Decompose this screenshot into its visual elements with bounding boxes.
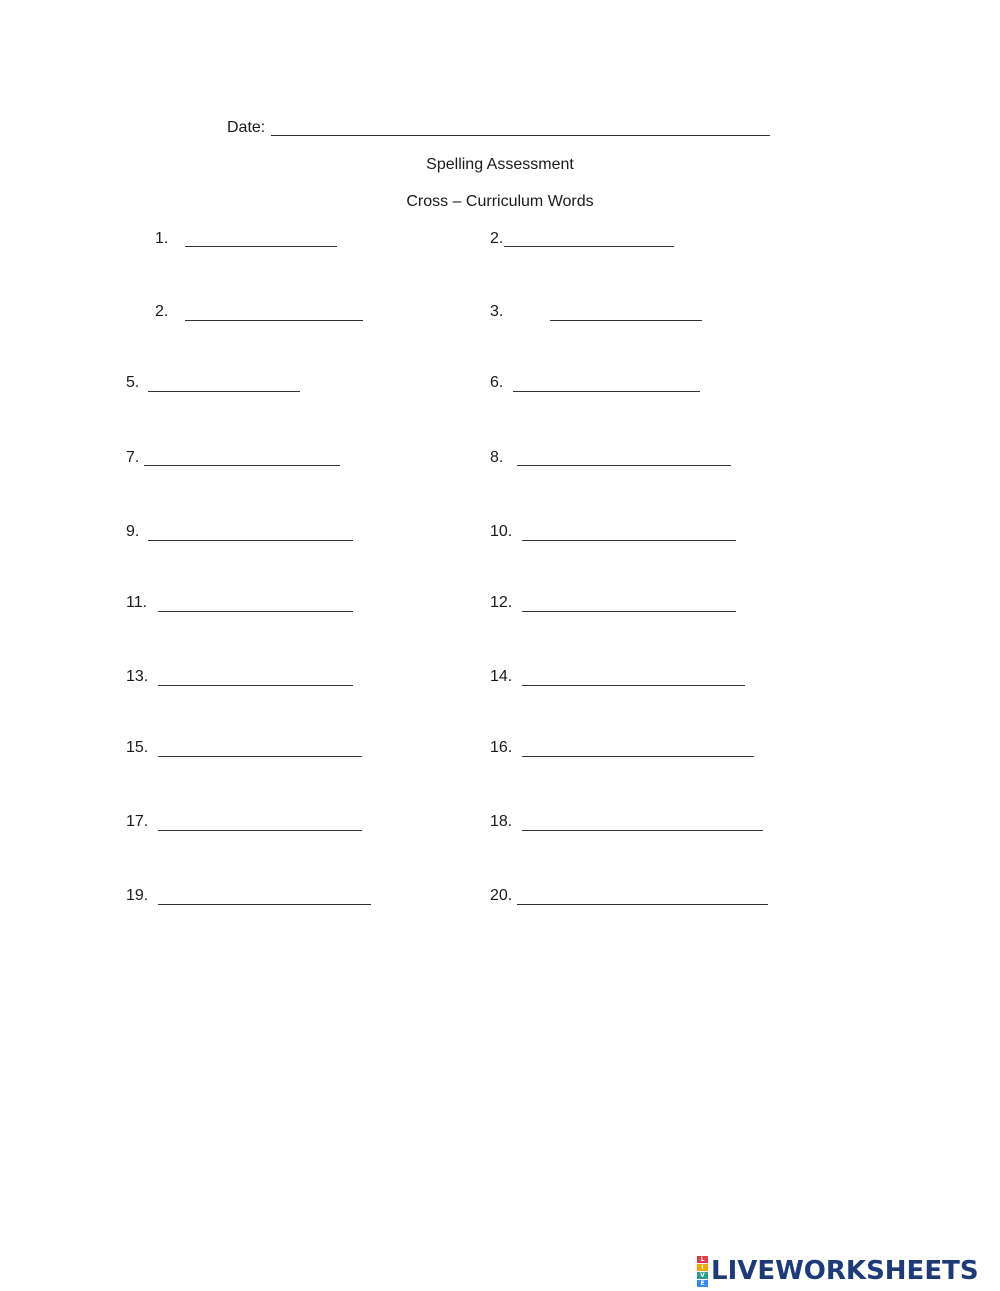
answer-line[interactable]: [158, 685, 353, 686]
answer-line[interactable]: [148, 391, 300, 392]
answer-line[interactable]: [185, 246, 337, 247]
logo-text: LIVEWORKSHEETS: [711, 1256, 979, 1286]
item-number: 1.: [155, 230, 169, 247]
item-number: 18.: [490, 813, 513, 830]
page-subtitle: Cross – Curriculum Words: [406, 193, 594, 210]
date-field[interactable]: [271, 135, 770, 136]
item-number: 19.: [126, 887, 149, 904]
answer-line[interactable]: [522, 830, 763, 831]
item-number: 9.: [126, 523, 140, 540]
answer-line[interactable]: [522, 611, 736, 612]
answer-line[interactable]: [158, 904, 371, 905]
logo-block: I: [697, 1264, 708, 1271]
logo-block: L: [697, 1256, 708, 1263]
answer-line[interactable]: [522, 685, 745, 686]
page-title: Spelling Assessment: [426, 156, 574, 173]
date-label: Date:: [227, 119, 266, 136]
item-number: 3.: [490, 303, 504, 320]
item-number: 6.: [490, 374, 504, 391]
item-number: 2.: [155, 303, 169, 320]
item-number: 20.: [490, 887, 513, 904]
answer-line[interactable]: [513, 391, 700, 392]
answer-line[interactable]: [504, 246, 674, 247]
answer-line[interactable]: [517, 904, 768, 905]
answer-line[interactable]: [517, 465, 731, 466]
answer-line[interactable]: [158, 830, 362, 831]
answer-line[interactable]: [158, 756, 362, 757]
item-number: 16.: [490, 739, 513, 756]
item-number: 12.: [490, 594, 513, 611]
item-number: 17.: [126, 813, 149, 830]
item-number: 13.: [126, 668, 149, 685]
item-number: 11.: [126, 594, 148, 611]
item-number: 8.: [490, 449, 504, 466]
item-number: 15.: [126, 739, 149, 756]
item-number: 7.: [126, 449, 140, 466]
answer-line[interactable]: [185, 320, 363, 321]
liveworksheets-logo: [697, 1253, 979, 1289]
answer-line[interactable]: [158, 611, 353, 612]
item-number: 10.: [490, 523, 513, 540]
answer-line[interactable]: [522, 756, 754, 757]
item-number: 2.: [490, 230, 504, 247]
answer-line[interactable]: [148, 540, 353, 541]
item-number: 5.: [126, 374, 140, 391]
item-number: 14.: [490, 668, 513, 685]
logo-block: V: [697, 1272, 708, 1279]
logo-block: E: [697, 1280, 708, 1287]
answer-line[interactable]: [522, 540, 736, 541]
answer-line[interactable]: [550, 320, 702, 321]
logo-blocks-icon: [697, 1256, 708, 1287]
answer-line[interactable]: [144, 465, 340, 466]
